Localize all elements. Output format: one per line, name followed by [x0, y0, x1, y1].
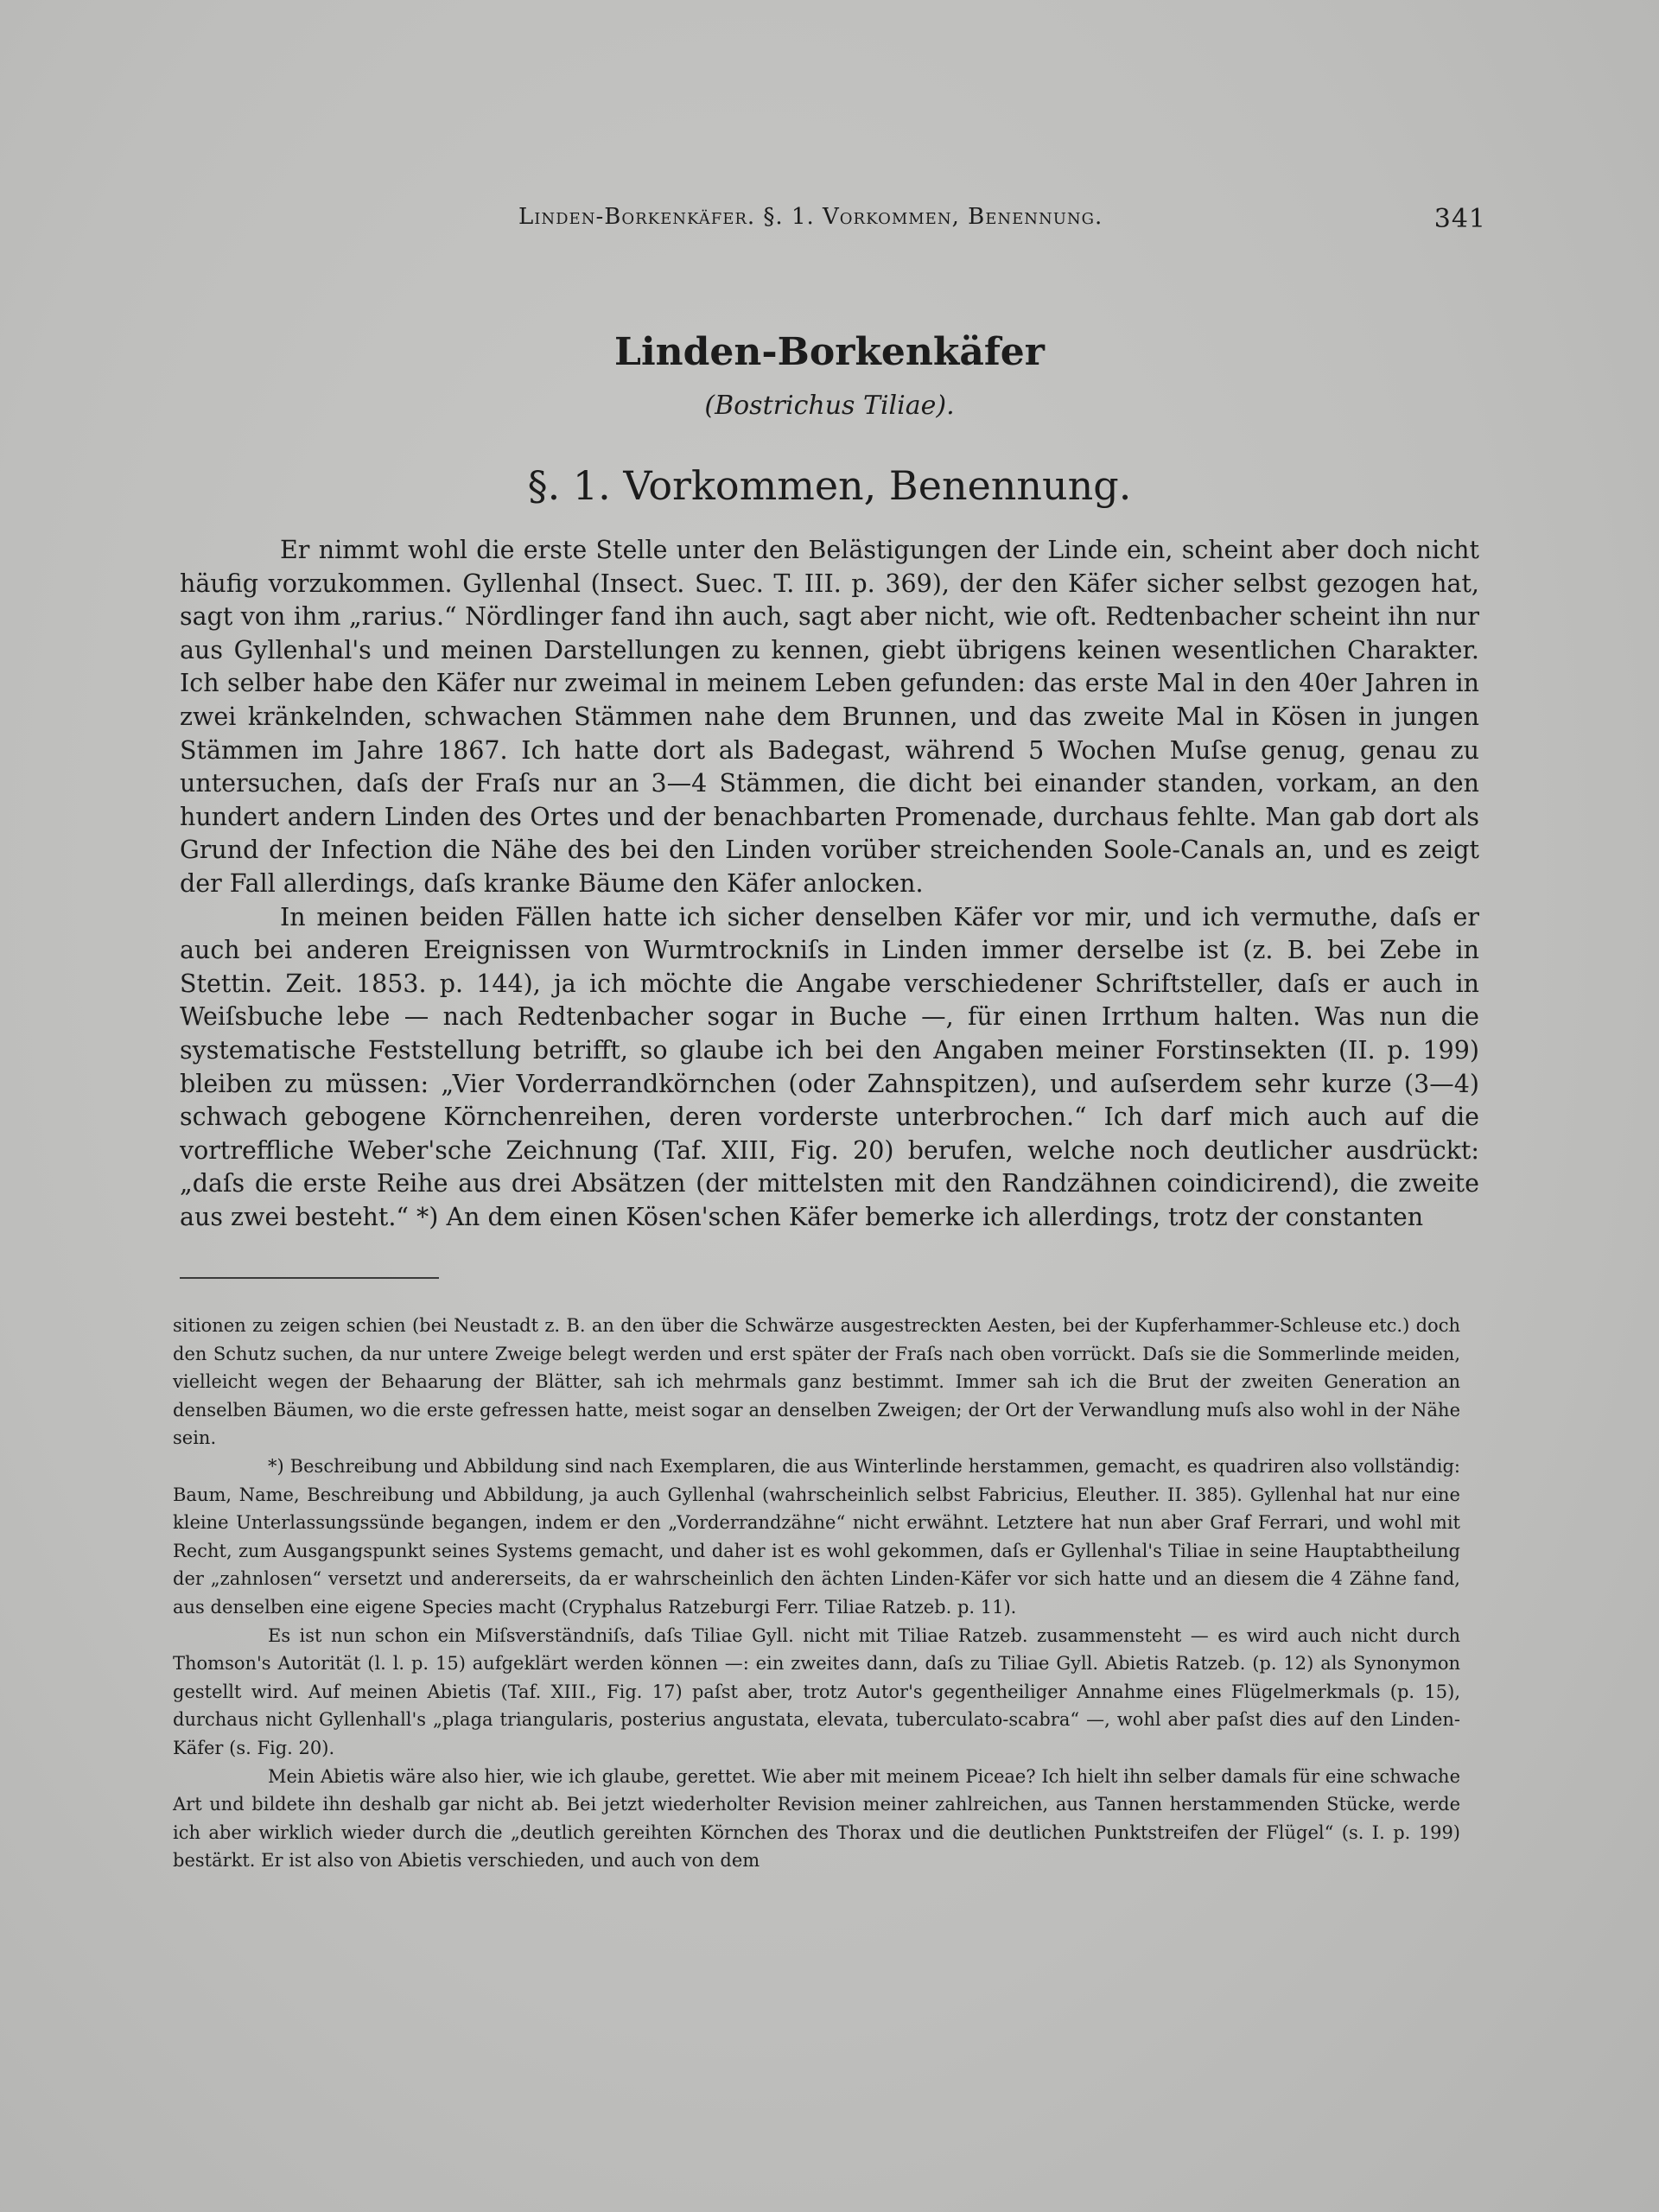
chapter-subtitle: (Bostrichus Tiliae).: [704, 391, 955, 421]
footnote-continuation: sitionen zu zeigen schien (bei Neustadt z. B. an den über die Schwärze ausgestreckten Aesten, bei der Kupferhammer-Schleuse etc.) doch den Schutz suchen, da nur untere Zweige belegt werden und erst später der Fraſs nach oben vorrückt. Daſs sie die Sommerlinde meiden, vielleicht wegen der Behaarung der Blätter, sah ich mehrmals ganz bestimmt. Immer sah ich die Brut der zweiten Generation an denselben Bäumen, wo die erste gefressen hatte, meist sogar an denselben Zweigen; der Ort der Verwandlung muſs also wohl in der Nähe sein.: [173, 1315, 1460, 1449]
footnote-rule: [180, 1277, 439, 1279]
body-paragraph-2: In meinen beiden Fällen hatte ich sicher denselben Käfer vor mir, und ich vermuthe, daſs er auch bei anderen Ereignissen von Wurmtrockniſs in Linden immer derselbe ist (z. B. bei Zebe in Stettin. Zeit. 1853. p. 144), ja ich möchte die Angabe verschiedener Schriftsteller, daſs er auch in Weiſsbuche lebe — nach Redtenbacher sogar in Buche —, für einen Irrthum halten. Was nun die systematische Feststellung betrifft, so glaube ich bei den Angaben meiner Forstinsekten (II. p. 199) bleiben zu müssen: „Vier Vorderrandkörnchen (oder Zahnspitzen), und auſserdem sehr kurze (3—4) schwach gebogene Körnchenreihen, deren vorderste unterbrochen.“ Ich darf mich auch auf die vortreffliche Weber'sche Zeichnung (Taf. XIII, Fig. 20) berufen, welche noch deutlicher ausdrückt: „daſs die erste Reihe aus drei Absätzen (der mittelsten mit den Randzähnen coindicirend), die zweite aus zwei besteht.“ *) An dem einen Kösen'schen Käfer bemerke ich allerdings, trotz der constanten: [180, 902, 1479, 1231]
footnotes: [173, 1312, 1460, 1875]
footnote-paragraph: Mein Abietis wäre also hier, wie ich glaube, gerettet. Wie aber mit meinem Piceae? Ich hielt ihn selber damals für eine schwache Art und bildete ihn deshalb gar nicht ab. Bei jetzt wiederholter Revision meiner zahlreichen, aus Tannen herstammenden Stücke, werde ich aber wirklich wieder durch die „deutlich gereihten Körnchen des Thorax und die deutlichen Punktstreifen der Flügel“ (s. I. p. 199) bestärkt. Er ist also von Abietis verschieden, und auch von dem: [173, 1765, 1460, 1872]
footnote-star: *) Beschreibung und Abbildung sind nach Exemplaren, die aus Winterlinde herstammen, gemacht, es quadriren also vollständig: Baum, Name, Beschreibung und Abbildung, ja auch Gyllenhal (wahrscheinlich selbst Fabricius, Eleuther. II. 385). Gyllenhal hat nur eine kleine Unterlassungssünde begangen, indem er den „Vorderrandzähne“ nicht erwähnt. Letztere hat nun aber Graf Ferrari, und wohl mit Recht, zum Ausgangspunkt seines Systems gemacht, und daher ist es wohl gekommen, daſs er Gyllenhal's Tiliae in seine Hauptabtheilung der „zahnlosen“ versetzt und andererseits, da er wahrscheinlich den ächten Linden-Käfer vor sich hatte und an diesem die 4 Zähne fand, aus denselben eine eigene Species macht (Cryphalus Ratzeburgi Ferr. Tiliae Ratzeb. p. 11).: [173, 1455, 1460, 1618]
chapter-title: Linden-Borkenkäfer: [614, 330, 1045, 374]
main-text: [180, 534, 1479, 1234]
section-heading: §. 1. Vorkommen, Benennung.: [527, 462, 1132, 509]
page-number: 341: [1433, 204, 1486, 234]
body-paragraph-1: Er nimmt wohl die erste Stelle unter den Belästigungen der Linde ein, scheint aber doch nicht häufig vorzukommen. Gyllenhal (Insect. Suec. T. III. p. 369), der den Käfer sicher selbst gezogen hat, sagt von ihm „rarius.“ Nördlinger fand ihn auch, sagt aber nicht, wie oft. Redtenbacher scheint ihn nur aus Gyllenhal's und meinen Darstellungen zu kennen, giebt übrigens keinen wesentlichen Charakter. Ich selber habe den Käfer nur zweimal in meinem Leben gefunden: das erste Mal in den 40er Jahren in zwei kränkelnden, schwachen Stämmen nahe dem Brunnen, und das zweite Mal in Kösen in jungen Stämmen im Jahre 1867. Ich hatte dort als Badegast, während 5 Wochen Muſse genug, genau zu untersuchen, daſs der Fraſs nur an 3—4 Stämmen, die dicht bei einander standen, vorkam, an den hundert andern Linden des Ortes und der benachbarten Promenade, durchaus fehlte. Man gab dort als Grund der Infection die Nähe des bei den Linden vorüber streichenden Soole-Canals an, und es zeigt der Fall allerdings, daſs kranke Bäume den Käfer anlocken.: [180, 536, 1479, 898]
running-title: Linden-Borkenkäfer. §. 1. Vorkommen, Benennung.: [518, 204, 1103, 230]
footnote-paragraph: Es ist nun schon ein Miſsverständniſs, daſs Tiliae Gyll. nicht mit Tiliae Ratzeb. zusammensteht — es wird auch nicht durch Thomson's Autorität (l. l. p. 15) aufgeklärt werden können —: ein zweites dann, daſs zu Tiliae Gyll. Abietis Ratzeb. (p. 12) als Synonymon gestellt wird. Auf meinen Abietis (Taf. XIII., Fig. 17) paſst aber, trotz Autor's gegentheiliger Annahme eines Flügelmerkmals (p. 15), durchaus nicht Gyllenhall's „plaga triangularis, posterius angustata, elevata, tuberculato-scabra“ —, wohl aber paſst dies auf den Linden-Käfer (s. Fig. 20).: [173, 1624, 1460, 1758]
